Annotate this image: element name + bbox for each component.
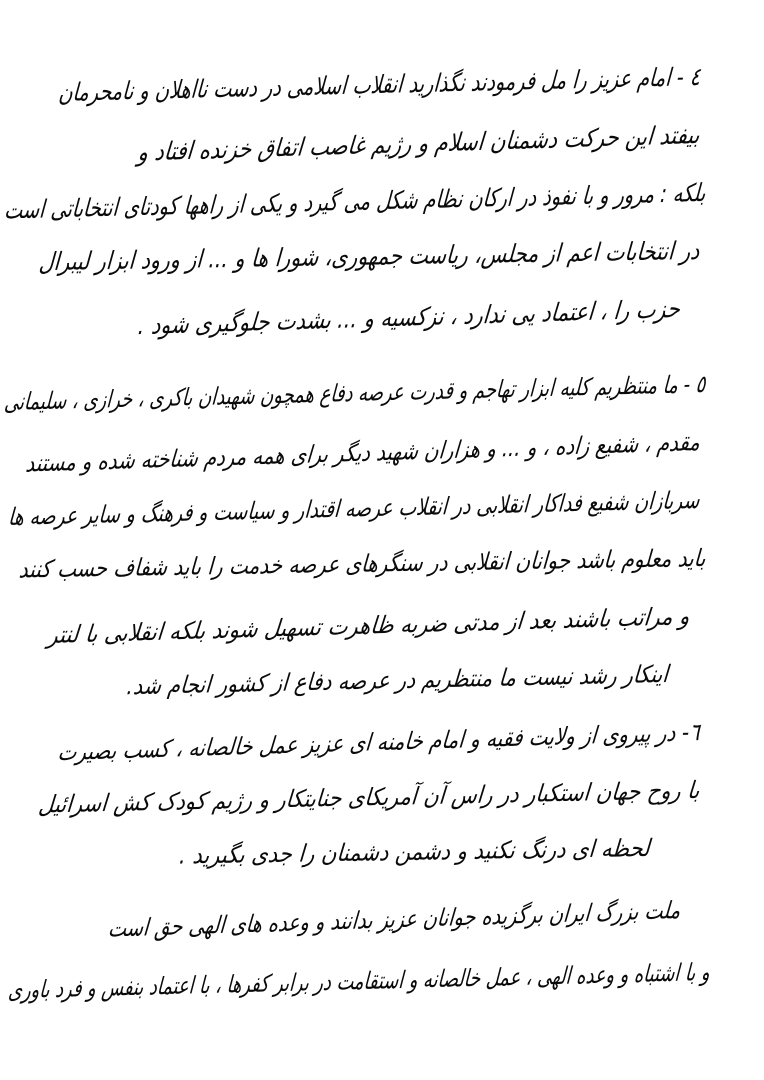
handwritten-line: ملت بزرگ ایران برگزیده جوانان عزیز بدانند و وعده های الهی حق است	[106, 896, 682, 943]
handwritten-line: لحظه ای درنگ نکنید و دشمن دشمنان را جدی بگیرید .	[178, 834, 652, 870]
handwritten-line: ٦- در پیروی از ولایت فقیه و امام خامنه ای عزیز عمل خالصانه ، کسب بصیرت	[56, 718, 702, 767]
handwritten-line: باید معلوم باشد جوانان انقلابی در سنگرهای عرصه خدمت را باید شفاف حسب کنند	[18, 544, 708, 584]
handwritten-line: حزب را ، اعتماد یی ندارد ، نزکسیه و ... بشدت جلوگیری شود .	[136, 294, 682, 341]
handwritten-line: و با اشتباه و وعده الهی ، عمل خالصانه و استقامت در برابر کفرها ، با اعتماد بنفس و فرد باوری	[7, 958, 712, 1005]
handwritten-line: ٥ - ما منتظریم کلیه ابزار تهاجم و قدرت عرصه دفاع همچون شهیدان باکری ، خرازی ، سلیمانی	[3, 370, 708, 416]
handwritten-line: سربازان شفیع فداکار انقلابی در انقلاب عرصه اقتدار و سیاست و فرهنگ و سایر عرصه ها	[7, 486, 702, 532]
handwritten-line: در انتخابات اعم از مجلس، ریاست جمهوری، شورا ها و ... از ورود ابزار لیبرال	[38, 236, 702, 277]
handwritten-line: با روح جهان استکبار در راس آن آمریکای جنایتکار و رژیم کودک کش اسرائیل	[37, 776, 702, 819]
handwritten-line: ٤ - امام عزیز را مل فرمودند نگذارید انقلاب اسلامی در دست نااهلان و نامحرمان	[57, 62, 702, 107]
handwritten-line: بیفتد این حرکت دشمنان اسلام و رژیم غاصب اتفاق خزنده افتاد و	[136, 120, 702, 167]
handwritten-line: مقدم ، شفیع زاده ، و ... و هزاران شهید دیگر برای همه مردم شناخته شده و مستند	[24, 428, 702, 478]
handwritten-line: اینکار رشد نیست ما منتظریم در عرصه دفاع از کشور انجام شد.	[125, 660, 670, 701]
handwritten-line: بلکه : مرور و با نفوذ در ارکان نظام شکل می گیرد و یکی از راهها کودتای انتخاباتی است	[3, 178, 708, 225]
handwritten-line: و مراتب باشند بعد از مدتی ضربه ظاهرت تسهیل شوند بلکه انقلابی با لنتر	[46, 602, 692, 650]
